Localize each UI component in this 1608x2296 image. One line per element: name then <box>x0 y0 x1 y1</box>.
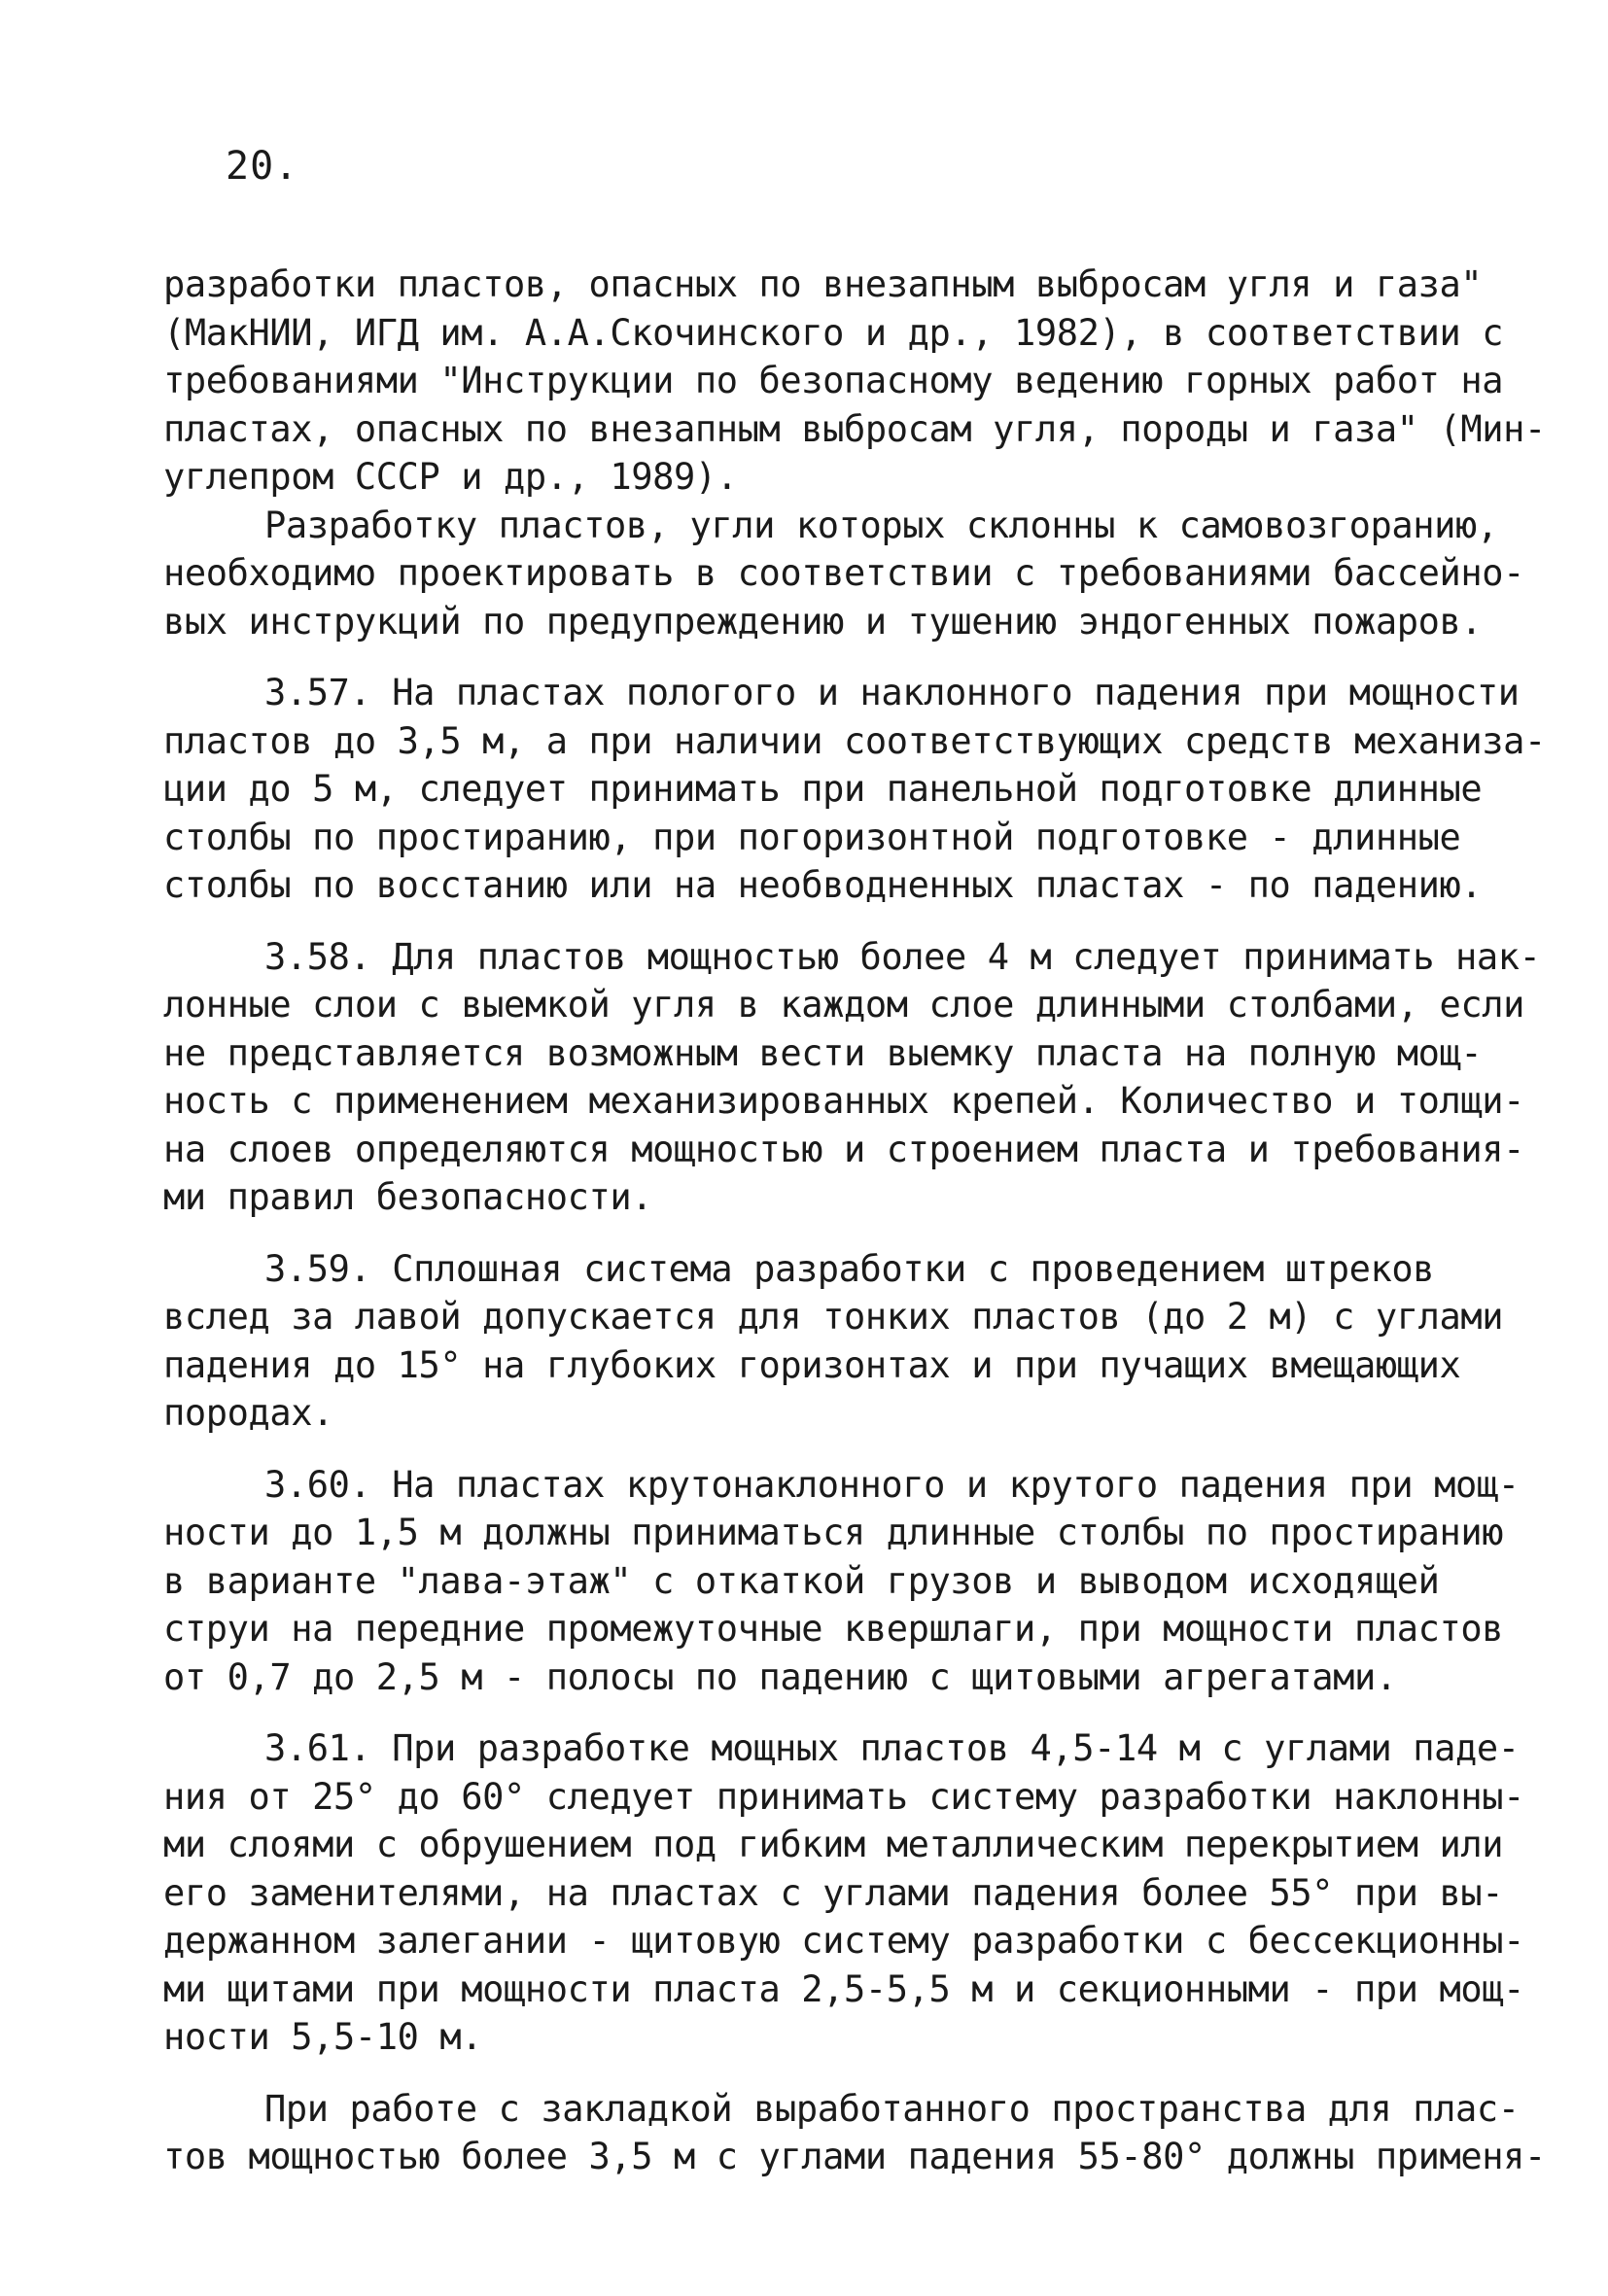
text-line: столбы по восстанию или на необводненных пластах - по падению. <box>163 864 1483 906</box>
text-line: ности 5,5-10 м. <box>163 2016 483 2058</box>
text-line: в варианте "лава-этаж" с откаткой грузов и выводом исходящей <box>163 1559 1440 1602</box>
text-line: на слоев определяются мощностью и строением пласта и требования- <box>163 1128 1525 1170</box>
page-number: 20. <box>226 144 299 189</box>
text-line: (МакНИИ, ИГД им. А.А.Скочинского и др., 1982), в соответствии с <box>163 311 1504 354</box>
text-line: ния от 25° до 60° следует принимать систему разработки наклонны- <box>163 1775 1525 1818</box>
text-line: Разработку пластов, угли которых склонны к самовозгоранию, <box>264 504 1498 546</box>
text-line: ции до 5 м, следует принимать при панельной подготовке длинные <box>163 768 1483 810</box>
document-body <box>163 261 1546 2181</box>
text-line: лонные слои с выемкой угля в каждом слое длинными столбами, если <box>163 984 1525 1026</box>
text-line: вых инструкций по предупреждению и тушению эндогенных пожаров. <box>163 600 1483 643</box>
text-line: разработки пластов, опасных по внезапным выбросам угля и газа" <box>163 263 1483 305</box>
text-line: вслед за лавой допускается для тонких пластов (до 2 м) с углами <box>163 1296 1504 1338</box>
text-line: ми щитами при мощности пласта 2,5-5,5 м и секционными - при мощ- <box>163 1967 1525 2010</box>
text-line: тов мощностью более 3,5 м с углами падения 55-80° должны применя- <box>163 2136 1546 2177</box>
text-line: При работе с закладкой выработанного пространства для плас- <box>264 2087 1520 2130</box>
text-line: держанном залегании - щитовую систему разработки с бессекционны- <box>163 1920 1525 1962</box>
text-line: не представляется возможным вести выемку пласта на полную мощ- <box>163 1031 1483 1074</box>
text-line: 3.57. На пластах пологого и наклонного падения при мощности <box>264 672 1520 713</box>
text-line: 3.60. На пластах крутонаклонного и крутого падения при мощ- <box>264 1463 1520 1506</box>
text-line: падения до 15° на глубоких горизонтах и при пучащих вмещающих <box>163 1343 1461 1386</box>
text-line: ности до 1,5 м должны приниматься длинные столбы по простиранию <box>163 1512 1504 1553</box>
text-line: струи на передние промежуточные квершлаги, при мощности пластов <box>163 1608 1504 1650</box>
text-line: ми слоями с обрушением под гибким металлическим перекрытием или <box>163 1824 1504 1865</box>
text-line: породах. <box>163 1392 334 1434</box>
text-line: необходимо проектировать в соответствии с требованиями бассейно- <box>163 552 1525 594</box>
text-line: 3.59. Сплошная система разработки с проведением штреков <box>264 1247 1435 1290</box>
text-line: углепром СССР и др., 1989). <box>163 456 738 498</box>
text-line: его заменителями, на пластах с углами падения более 55° при вы- <box>163 1871 1504 1914</box>
text-line: 3.58. Для пластов мощностью более 4 м следует принимать нак- <box>264 935 1541 978</box>
text-line: столбы по простиранию, при погоризонтной подготовке - длинные <box>163 816 1461 858</box>
text-line: ми правил безопасности. <box>163 1176 653 1218</box>
text-line: 3.61. При разработке мощных пластов 4,5-14 м с углами паде- <box>264 1727 1520 1769</box>
text-line: от 0,7 до 2,5 м - полосы по падению с щитовыми агрегатами. <box>163 1655 1397 1698</box>
text-line: пластах, опасных по внезапным выбросам угля, породы и газа" (Мин- <box>163 407 1546 450</box>
text-line: требованиями "Инструкции по безопасному ведению горных работ на <box>163 360 1504 401</box>
text-line: пластов до 3,5 м, а при наличии соответствующих средств механиза- <box>163 719 1546 762</box>
text-line: ность с применением механизированных крепей. Количество и толщи- <box>163 1080 1525 1122</box>
